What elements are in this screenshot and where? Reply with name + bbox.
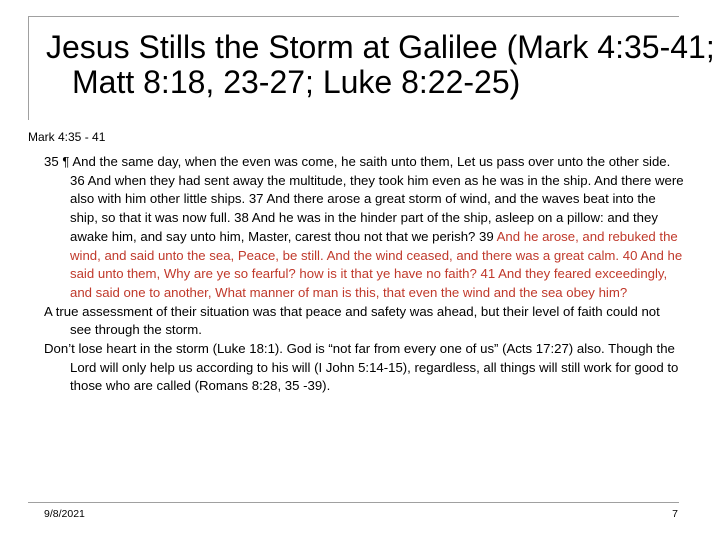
assessment-paragraph: A true assessment of their situation was that peace and safety was ahead, but their level of faith could not see through the storm. <box>44 303 660 338</box>
frame-bottom-line <box>28 502 679 503</box>
page-number: 7 <box>672 508 678 520</box>
slide-body <box>44 153 684 396</box>
scripture-paragraph <box>44 153 684 303</box>
slide-title: Jesus Stills the Storm at Galilee (Mark 4:35-41; Matt 8:18, 23-27; Luke 8:22-25) <box>46 29 715 100</box>
scripture-text: 35 ¶ And the same day, when the even was come, he saith unto them, Let us pass over unto the other side. 36 And when they had sent away the multitude, they took him even as he was in the ship. And there were also with him other little ships. 37 And there arose a great storm of wind, and the waves beat into the ship, so that it was now full. 38 And he was in the hinder part of the ship, asleep on a pillow: and they awake him, and say unto him, Master, carest thou not that we perish? 39 <box>44 154 684 244</box>
encouragement-paragraph: Don’t lose heart in the storm (Luke 18:1). God is “not far from every one of us” (Acts 17:27) also. Though the Lord will only help us according to his will (I John 5:14-15), regardless, all things will still work for good to those who are called (Romans 8:28, 35 -39). <box>44 341 679 394</box>
frame-left-line <box>28 16 29 120</box>
scripture-highlighted-text: And he arose, and rebuked the wind, and said unto the sea, Peace, be still. And the wind ceased, and there was a great calm. 40 And he said unto them, Why are ye so fearful? how is it that ye have no faith? 41 And they feared exceedingly, and said one to another, What manner of man is this, that even the wind and the sea obey him? <box>70 228 683 300</box>
scripture-reference: Mark 4:35 - 41 <box>28 130 106 144</box>
footer-date: 9/8/2021 <box>44 508 85 520</box>
frame-top-line <box>28 16 679 17</box>
